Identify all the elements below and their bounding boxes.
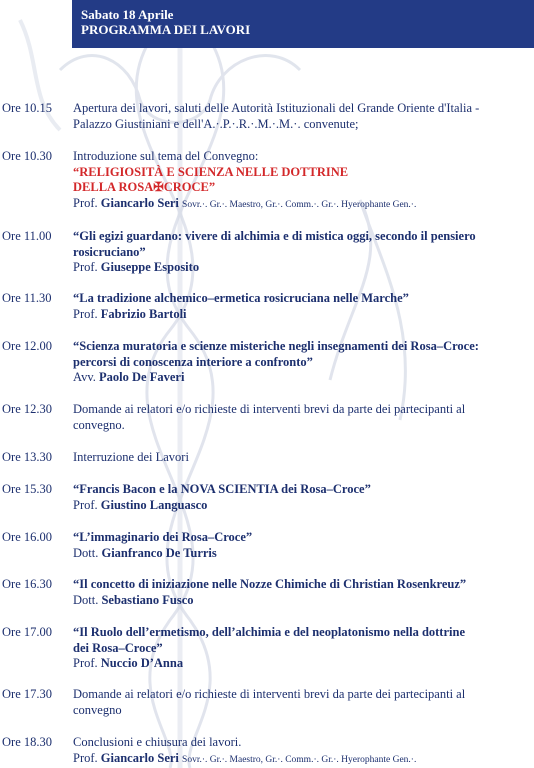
- schedule-time: Ore 18.30: [2, 735, 52, 749]
- talk-title: rosicruciano”: [73, 244, 146, 259]
- program-header: [72, 0, 534, 48]
- speaker-prefix: Prof.: [73, 656, 98, 670]
- program-title: PROGRAMMA DEI LAVORI: [81, 22, 251, 37]
- conference-theme-title: DELLA ROSA✠CROCE”: [73, 180, 216, 194]
- talk-title: “Il Ruolo dell’ermetismo, dell’alchimia e del neoplatonismo nella dottrine: [73, 625, 465, 639]
- talk-title: dei Rosa–Croce”: [73, 640, 163, 655]
- schedule-text: convegno.: [73, 417, 125, 432]
- speaker-line: [73, 751, 532, 768]
- speaker-prefix: Dott.: [73, 592, 99, 607]
- speaker-line: [73, 546, 532, 562]
- schedule-time: Ore 11.00: [2, 229, 52, 243]
- speaker-prefix: Dott.: [73, 545, 99, 560]
- speaker-line: [73, 656, 532, 672]
- speaker-line: [73, 196, 532, 214]
- talk-title: “Francis Bacon e la NOVA SCIENTIA dei Rosa–Croce”: [73, 482, 371, 496]
- speaker-name: Giuseppe Esposito: [100, 260, 200, 274]
- schedule-time: Ore 11.30: [2, 291, 52, 305]
- schedule-time: Ore 17.30: [2, 687, 52, 701]
- schedule-time: Ore 16.00: [2, 530, 52, 544]
- speaker-prefix: Prof.: [73, 306, 98, 321]
- schedule-text: Palazzo Giustiniani e dell'A.·.P.·.R.·.M.·.M.·. convenute;: [73, 116, 359, 131]
- schedule-text: Interruzione dei Lavori: [73, 450, 189, 464]
- speaker-line: [73, 370, 532, 386]
- speaker-roles: Sovr.·. Gr.·. Maestro, Gr.·. Comm.·. Gr.·. Hyerophante Gen.·.: [182, 754, 417, 765]
- schedule-time: Ore 10.15: [2, 101, 52, 115]
- speaker-line: [73, 260, 532, 276]
- talk-title: “La tradizione alchemico–ermetica rosicruciana nelle Marche”: [73, 291, 409, 305]
- speaker-name: Gianfranco De Turris: [101, 545, 217, 560]
- speaker-prefix: Prof.: [73, 750, 98, 765]
- talk-title: “Scienza muratoria e scienze misteriche negli insegnamenti dei Rosa–Croce:: [73, 339, 479, 353]
- speaker-name: Giancarlo Seri: [100, 750, 179, 765]
- speaker-name: Nuccio D’Anna: [100, 656, 184, 670]
- schedule-text: Apertura dei lavori, saluti delle Autorità Istituzionali del Grande Oriente d'Italia -: [73, 101, 480, 115]
- schedule-time: Ore 12.00: [2, 339, 52, 353]
- schedule-time: Ore 13.30: [2, 450, 52, 464]
- speaker-name: Fabrizio Bartoli: [100, 306, 187, 321]
- conference-theme-title: “RELIGIOSITÀ E SCIENZA NELLE DOTTRINE: [73, 164, 349, 179]
- talk-title: “L’immaginario dei Rosa–Croce”: [73, 530, 253, 544]
- schedule-time: Ore 16.30: [2, 577, 52, 591]
- speaker-prefix: Prof.: [73, 497, 98, 512]
- speaker-name: Giustino Languasco: [100, 497, 208, 512]
- schedule-time: Ore 12.30: [2, 402, 52, 416]
- speaker-name: Giancarlo Seri: [100, 195, 179, 210]
- schedule-time: Ore 10.30: [2, 149, 52, 163]
- talk-title: percorsi di conoscenza interiore a confronto”: [73, 354, 313, 369]
- speaker-prefix: Prof.: [73, 195, 98, 210]
- speaker-line: [73, 307, 532, 323]
- schedule-time: Ore 17.00: [2, 625, 52, 639]
- talk-title: “Gli egizi guardano: vivere di alchimia e di mistica oggi, secondo il pensiero: [73, 229, 476, 243]
- speaker-prefix: Prof.: [73, 260, 98, 274]
- speaker-line: [73, 498, 532, 514]
- schedule-text: Domande ai relatori e/o richieste di interventi brevi da parte dei partecipanti al: [73, 402, 466, 416]
- schedule-text: convegno: [73, 702, 122, 717]
- schedule-text: Domande ai relatori e/o richieste di interventi brevi da parte dei partecipanti al: [73, 687, 466, 701]
- schedule-text: Conclusioni e chiusura dei lavori.: [73, 735, 242, 749]
- speaker-line: [73, 593, 532, 609]
- speaker-roles: Sovr.·. Gr.·. Maestro, Gr.·. Comm.·. Gr.·. Hyerophante Gen.·.: [182, 199, 417, 210]
- schedule-intro: Introduzione sul tema del Convegno:: [73, 149, 259, 163]
- schedule-time: Ore 15.30: [2, 482, 52, 496]
- speaker-name: Sebastiano Fusco: [101, 592, 194, 607]
- speaker-name: Paolo De Faveri: [99, 370, 185, 384]
- program-day: Sabato 18 Aprile: [81, 7, 174, 22]
- talk-title: “Il concetto di iniziazione nelle Nozze Chimiche di Christian Rosenkreuz”: [73, 577, 467, 591]
- speaker-prefix: Avv.: [73, 370, 96, 384]
